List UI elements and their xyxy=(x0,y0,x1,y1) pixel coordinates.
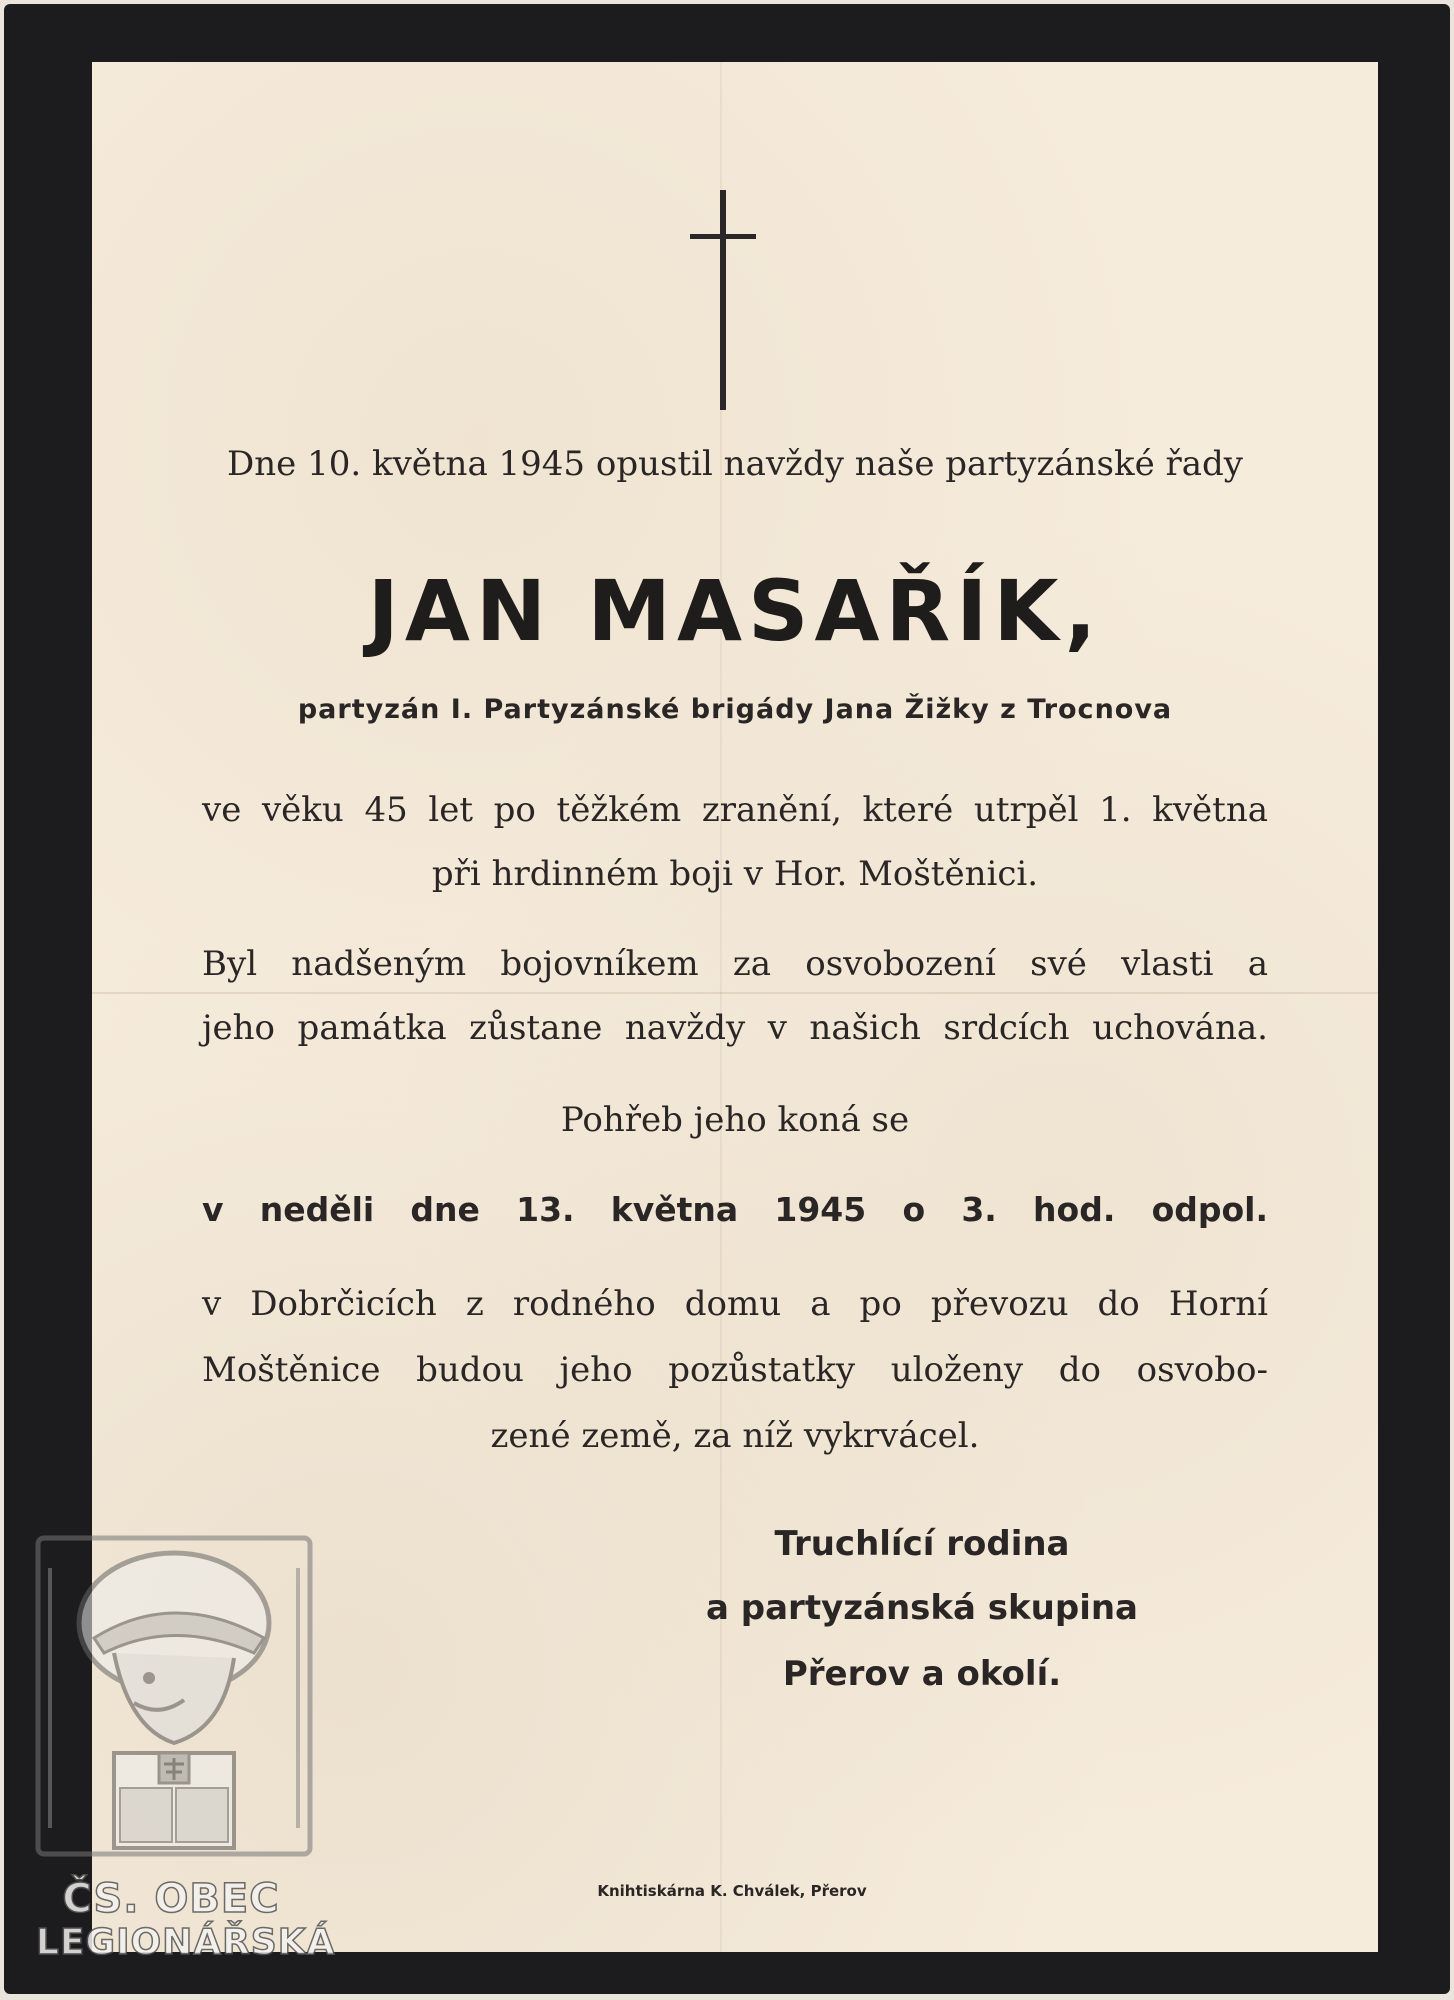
watermark-line2: LEGIONÁŘSKÁ xyxy=(36,1922,336,1963)
paragraph3-line2: Moštěnice budou jeho pozůstatky uloženy do osvobo- xyxy=(202,1350,1268,1390)
legion-emblem-watermark xyxy=(34,1528,314,1858)
intro-text: Dne 10. května 1945 opustil navždy naše partyzánské řady xyxy=(227,444,1243,484)
funeral-intro: Pohřeb jeho koná se xyxy=(560,1100,910,1140)
signature-line2: a partyzánská skupina xyxy=(705,1588,1138,1628)
printer-credit: Knihtiskárna K. Chválek, Přerov xyxy=(597,1882,867,1900)
paragraph1-line1: ve věku 45 let po těžkém zranění, které utrpěl 1. května xyxy=(202,790,1268,830)
paragraph3-line3: zené země, za níž vykrvácel. xyxy=(490,1416,980,1456)
paragraph2-line1: Byl nadšeným bojovníkem za osvobození své vlasti a xyxy=(202,944,1268,984)
paragraph1-line2: při hrdinném boji v Hor. Moštěnici. xyxy=(431,854,1039,894)
paragraph3-line1: v Dobrčicích z rodného domu a po převozu do Horní xyxy=(202,1284,1268,1324)
funeral-date: v neděli dne 13. května 1945 o 3. hod. odpol. xyxy=(202,1190,1268,1229)
signature-line3: Přerov a okolí. xyxy=(782,1654,1062,1694)
signature-line1: Truchlící rodina xyxy=(774,1524,1070,1564)
paper-fold-horizontal xyxy=(92,992,1378,994)
cross-icon xyxy=(690,190,760,410)
paragraph2-line2: jeho památka zůstane navždy v našich srdcích uchována. xyxy=(202,1008,1268,1048)
watermark-line1: ČS. OBEC xyxy=(62,1876,280,1922)
deceased-name: JAN MASAŘÍK, xyxy=(367,562,1103,660)
deceased-subtitle: partyzán I. Partyzánské brigády Jana Žižky z Trocnova xyxy=(297,694,1173,725)
